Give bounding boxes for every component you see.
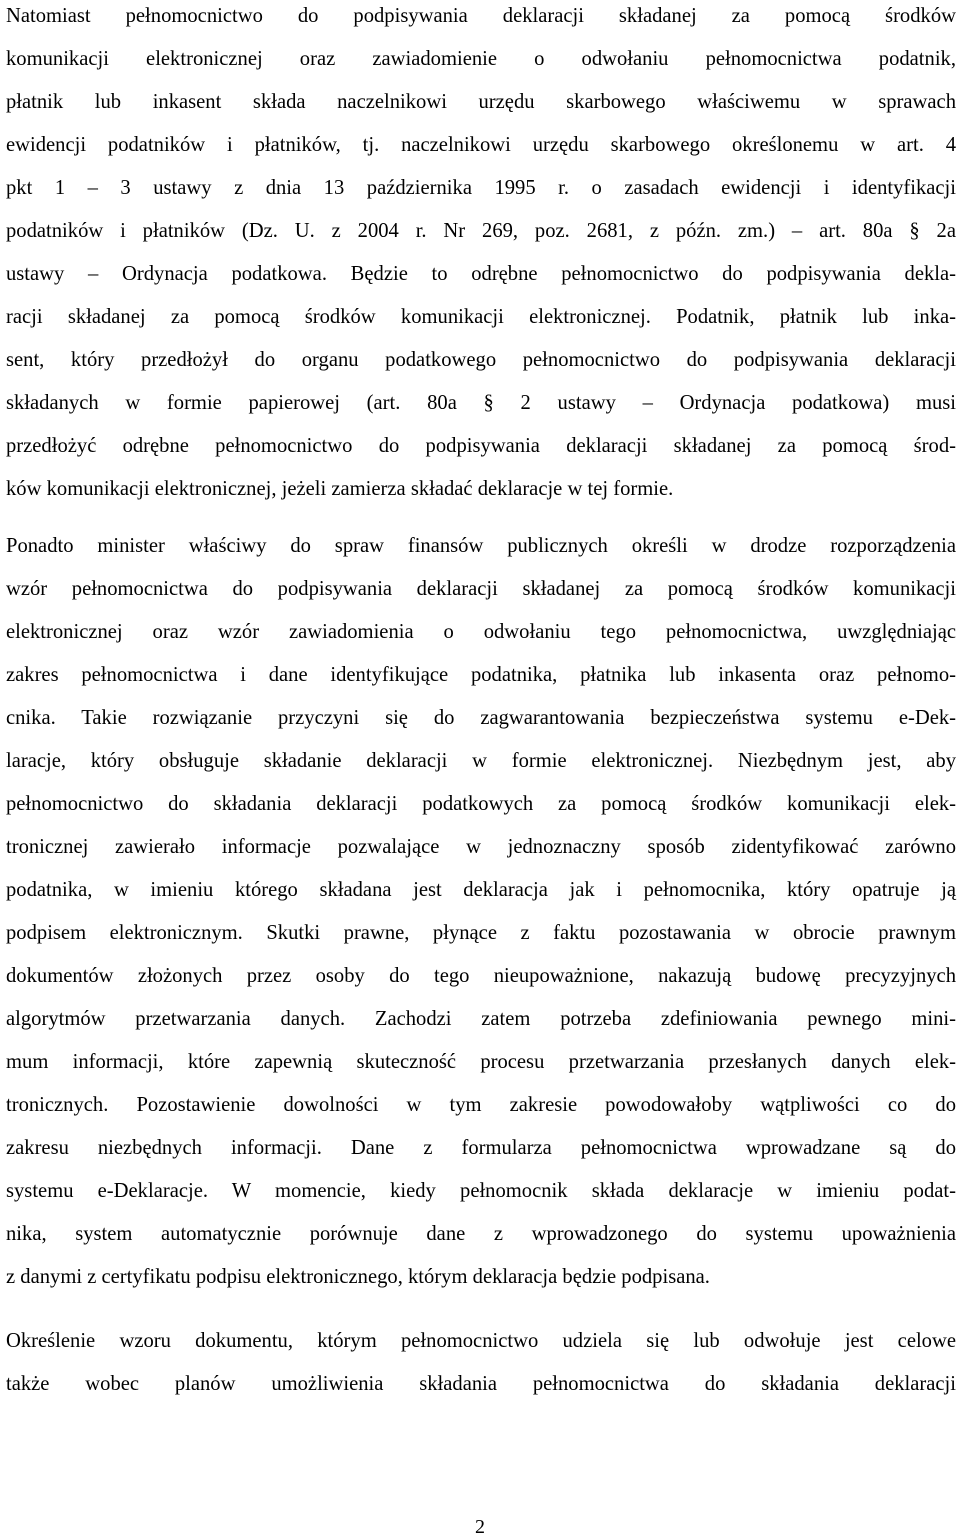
text-line: cnika. Takie rozwiązanie przyczyni się do zagwarantowania bezpieczeństwa systemu e-Dek- [6,707,956,729]
text-line: podpisem elektronicznym. Skutki prawne, płynące z faktu pozostawania w obrocie prawnym [6,922,956,944]
text-line: elektronicznej oraz wzór zawiadomienia o odwołaniu tego pełnomocnictwa, uwzględniając [6,621,956,643]
paragraph-2 [6,525,956,1299]
page-number: 2 [475,1516,485,1538]
text-line: mum informacji, które zapewnią skuteczność procesu przetwarzania przesłanych danych elek- [6,1051,956,1073]
text-line: pkt 1 – 3 ustawy z dnia 13 października 1995 r. o zasadach ewidencji i identyfikacji [6,177,956,199]
text-line: tronicznej zawierało informacje pozwalające w jednoznaczny sposób zidentyfikować zarówno [6,836,956,858]
text-line: składanych w formie papierowej (art. 80a § 2 ustawy – Ordynacja podatkowa) musi [6,392,956,414]
text-line: płatnik lub inkasent składa naczelnikowi urzędu skarbowego właściwemu w sprawach [6,91,956,113]
text-line: algorytmów przetwarzania danych. Zachodzi zatem potrzeba zdefiniowania pewnego mini- [6,1008,956,1030]
paragraph-3 [6,1320,956,1406]
text-line: ewidencji podatników i płatników, tj. naczelnikowi urzędu skarbowego określonemu w art. 4 [6,134,956,156]
text-line: tronicznych. Pozostawienie dowolności w tym zakresie powodowałoby wątpliwości co do [6,1094,956,1116]
text-line: sent, który przedłożył do organu podatkowego pełnomocnictwo do podpisywania deklaracji [6,349,956,371]
text-line: pełnomocnictwo do składania deklaracji podatkowych za pomocą środków komunikacji elek- [6,793,956,815]
text-line: z danymi z certyfikatu podpisu elektronicznego, którym deklaracja będzie podpisana. [6,1266,710,1288]
text-line: podatnika, w imieniu którego składana jest deklaracja jak i pełnomocnika, który opatruje ją [6,879,956,901]
text-line: laracje, który obsługuje składanie deklaracji w formie elektronicznej. Niezbędnym jest, aby [6,750,956,772]
text-line: ustawy – Ordynacja podatkowa. Będzie to odrębne pełnomocnictwo do podpisywania dekla- [6,263,956,285]
text-line: nika, system automatycznie porównuje dane z wprowadzonego do systemu upoważnienia [6,1223,956,1245]
text-line: ków komunikacji elektronicznej, jeżeli zamierza składać deklaracje w tej formie. [6,478,674,500]
text-line: Określenie wzoru dokumentu, którym pełnomocnictwo udziela się lub odwołuje jest celowe [6,1330,956,1352]
text-line: systemu e-Deklaracje. W momencie, kiedy pełnomocnik składa deklaracje w imieniu podat- [6,1180,956,1202]
text-line: Ponadto minister właściwy do spraw finansów publicznych określi w drodze rozporządzenia [6,535,956,557]
text-line: zakres pełnomocnictwa i dane identyfikujące podatnika, płatnika lub inkasenta oraz pełnomo- [6,664,956,686]
text-line: komunikacji elektronicznej oraz zawiadomienie o odwołaniu pełnomocnictwa podatnik, [6,48,956,70]
text-line: zakresu niezbędnych informacji. Dane z formularza pełnomocnictwa wprowadzane są do [6,1137,956,1159]
text-line: Natomiast pełnomocnictwo do podpisywania deklaracji składanej za pomocą środków [6,5,956,27]
text-line: także wobec planów umożliwienia składania pełnomocnictwa do składania deklaracji [6,1373,956,1395]
text-line: dokumentów złożonych przez osoby do tego nieupoważnione, nakazują budowę precyzyjnych [6,965,956,987]
text-line: podatników i płatników (Dz. U. z 2004 r. Nr 269, poz. 2681, z późn. zm.) – art. 80a § 2a [6,220,956,242]
text-line: przedłożyć odrębne pełnomocnictwo do podpisywania deklaracji składanej za pomocą środ- [6,435,956,457]
paragraph-1 [6,0,956,511]
text-line: racji składanej za pomocą środków komunikacji elektronicznej. Podatnik, płatnik lub inka- [6,306,956,328]
text-line: wzór pełnomocnictwa do podpisywania deklaracji składanej za pomocą środków komunikacji [6,578,956,600]
